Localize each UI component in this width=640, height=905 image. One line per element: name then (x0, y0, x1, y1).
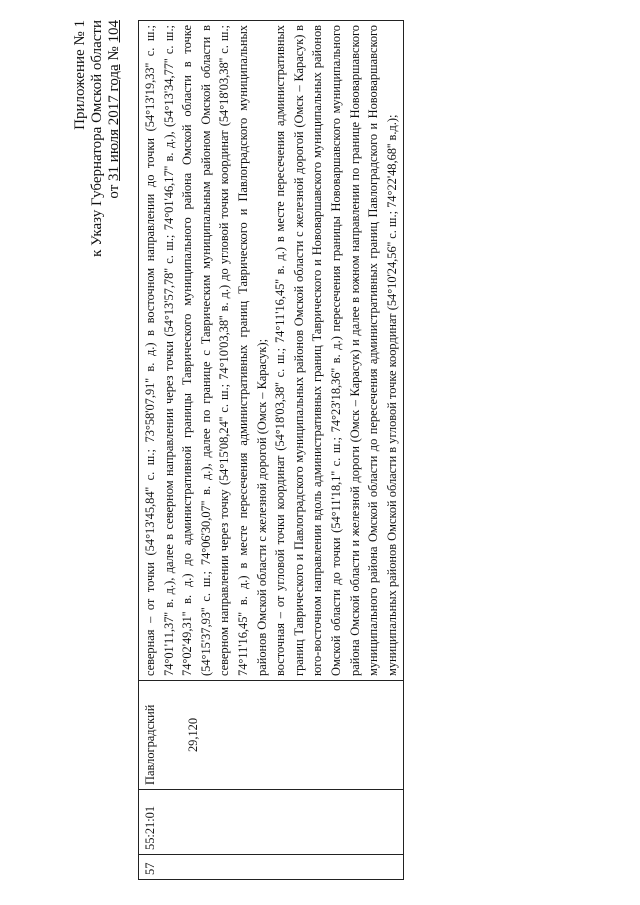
decree-reference: к Указу Губернатора Омской области (89, 20, 105, 257)
district-area: 29,120 (185, 717, 200, 753)
boundary-description (139, 21, 404, 681)
date-prefix: от (106, 184, 122, 199)
row-number: 57 (139, 855, 404, 880)
decree-date-line (106, 20, 123, 340)
cadastral-code: 55:21:01 (139, 790, 404, 855)
district-cell (139, 681, 404, 790)
boundary-table (138, 20, 404, 880)
table-row (139, 21, 404, 880)
boundary-east: восточная – от угловой точки координат (54°18'03,38'' с. ш.; 74°11'16,45'' в. д.) в месте пересечения административных границ Таврического и Павлоградского муниципальных районов Омской области с железной дорогой (Омск – Карасук) в юго-восточном направлении вдоль административных границ Таврического и Нововаршавского муниципальных районов Омской области до точки (54°11'18,1'' с. ш.; 74°23'18,36'' в. д.) пересечения границы Нововаршавского муниципального района Омской области и железной дороги (Омск – Карасук) и далее в южном направлении по границе Нововаршавского муниципального района Омской области до пересечения административных границ Павлоградского и Нововаршавского муниципальных районов Омской области в угловой точке координат (54°10'24,56'' с. ш.; 74°22'48,68'' в.д.); (273, 25, 399, 676)
decree-number: 104 (106, 20, 122, 43)
district-name: Павлоградский (143, 704, 157, 785)
rotated-page (20, 20, 620, 880)
boundary-north: северная – от точки (54°13'45,84'' с. ш.; 73°58'07,91'' в. д.) в восточном направлении до точки (54°13'19,33'' с. ш.; 74°01'11,37'' в. д.), далее в северном направлении через точки (54°13'57,78'' с. ш.; 74°01'46,17'' в. д.), (54°13'34,77'' с. ш.; 74°02'49,31'' в. д.) до административной границы Таврического муниципального района Омской области в точке (54°15'37,93'' с. ш.; 74°06'30,07'' в. д.), далее по границе с Таврическим муниципальным районом Омской области в северном направлении через точку (54°15'08,24'' с. ш.; 74°10'03,38'' в. д.) до угловой точки координат (54°18'03,38'' с. ш.; 74°11'16,45'' в. д.) в месте пересечения административных границ Таврического и Павлоградского муниципальных районов Омской области с железной дорогой (Омск – Карасук); (143, 25, 269, 676)
appendix-title: Приложение № 1 (72, 20, 88, 130)
number-prefix: № (106, 46, 122, 61)
decree-date: 31 июля 2017 года (106, 64, 122, 181)
appendix-header (72, 20, 123, 340)
